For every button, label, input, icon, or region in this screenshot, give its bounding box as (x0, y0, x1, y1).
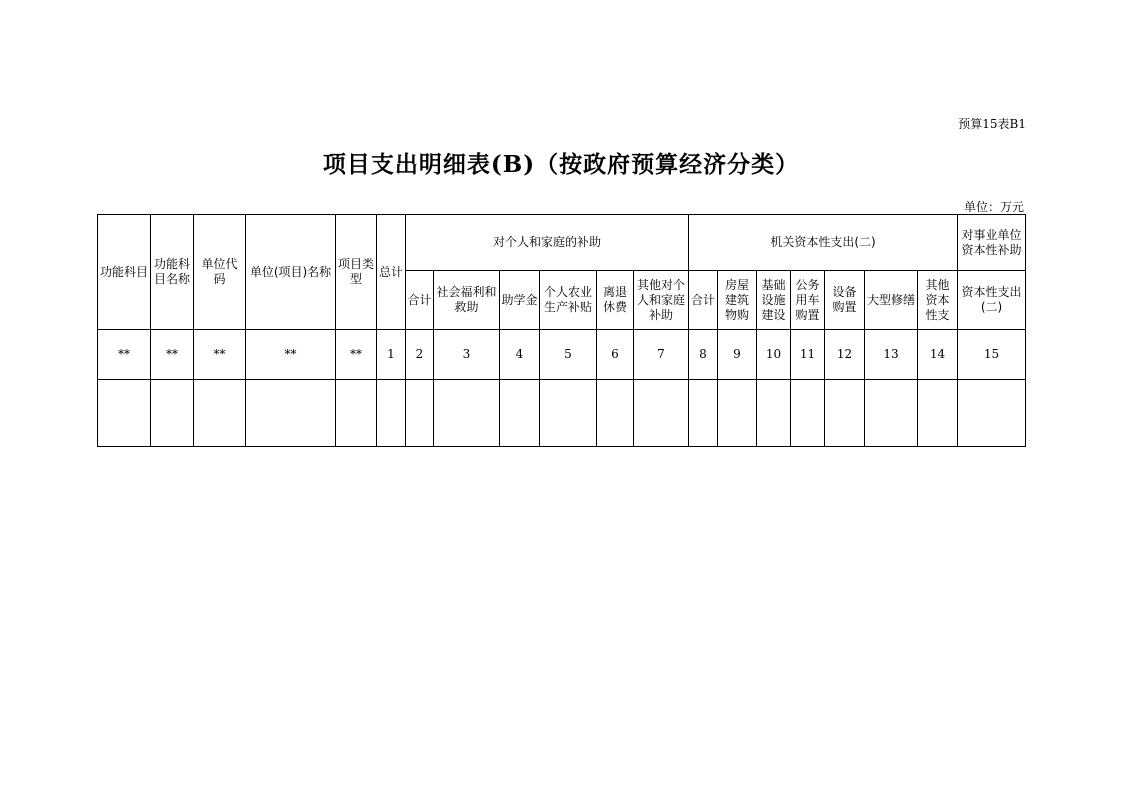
header-c-other: 其他 资本 性支 (918, 271, 958, 330)
index-cell: 7 (634, 330, 689, 380)
data-cell (791, 380, 825, 447)
index-cell: 1 (377, 330, 406, 380)
data-cell (689, 380, 718, 447)
index-cell: 8 (689, 330, 718, 380)
index-cell: ** (151, 330, 194, 380)
expenditure-table (97, 214, 1026, 447)
index-cell: 6 (597, 330, 634, 380)
data-cell (718, 380, 757, 447)
header-group-public: 对事业单位 资本性补助 (958, 215, 1026, 271)
data-cell (500, 380, 540, 447)
data-cell (540, 380, 597, 447)
header-p-subtotal: 合计 (406, 271, 434, 330)
header-c-infra: 基础 设施 建设 (757, 271, 791, 330)
header-p-welfare: 社会福利和 救助 (434, 271, 500, 330)
data-cell (757, 380, 791, 447)
header-p-other: 其他对个 人和家庭 补助 (634, 271, 689, 330)
data-cell (958, 380, 1026, 447)
header-c-equipment: 设备 购置 (825, 271, 865, 330)
data-cell (597, 380, 634, 447)
header-p-scholarship: 助学金 (500, 271, 540, 330)
header-p-retire: 离退 休费 (597, 271, 634, 330)
header-group-capital: 机关资本性支出(二) (689, 215, 958, 271)
index-cell: ** (194, 330, 246, 380)
index-cell: 15 (958, 330, 1026, 380)
empty-data-row (98, 380, 1026, 447)
index-cell: ** (336, 330, 377, 380)
unit-label: 单位：万元 (963, 200, 1024, 214)
data-cell (246, 380, 336, 447)
header-func-subject-name: 功能科 目名称 (151, 215, 194, 330)
header-s-capital: 资本性支出 (二) (958, 271, 1026, 330)
data-cell (377, 380, 406, 447)
data-cell (434, 380, 500, 447)
index-cell: 9 (718, 330, 757, 380)
index-cell: ** (98, 330, 151, 380)
data-cell (336, 380, 377, 447)
form-code: 预算15表B1 (958, 117, 1026, 131)
header-unit-project-name: 单位(项目)名称 (246, 215, 336, 330)
index-cell: 5 (540, 330, 597, 380)
index-row (98, 330, 1026, 380)
data-cell (98, 380, 151, 447)
data-cell (865, 380, 918, 447)
header-c-vehicle: 公务 用车 购置 (791, 271, 825, 330)
index-cell: 3 (434, 330, 500, 380)
page-title: 项目支出明细表(B)（按政府预算经济分类） (322, 151, 800, 178)
index-cell: ** (246, 330, 336, 380)
index-cell: 11 (791, 330, 825, 380)
index-cell: 13 (865, 330, 918, 380)
header-unit-code: 单位代 码 (194, 215, 246, 330)
header-project-type: 项目类 型 (336, 215, 377, 330)
index-cell: 10 (757, 330, 791, 380)
header-c-subtotal: 合计 (689, 271, 718, 330)
index-cell: 2 (406, 330, 434, 380)
index-cell: 14 (918, 330, 958, 380)
data-cell (194, 380, 246, 447)
header-func-subject: 功能科目 (98, 215, 151, 330)
data-cell (825, 380, 865, 447)
index-cell: 4 (500, 330, 540, 380)
data-cell (918, 380, 958, 447)
header-p-agri: 个人农业 生产补贴 (540, 271, 597, 330)
data-cell (406, 380, 434, 447)
index-cell: 12 (825, 330, 865, 380)
data-cell (151, 380, 194, 447)
data-cell (634, 380, 689, 447)
header-total: 总计 (377, 215, 406, 330)
header-c-repair: 大型修缮 (865, 271, 918, 330)
header-c-building: 房屋 建筑 物购 (718, 271, 757, 330)
header-group-personal: 对个人和家庭的补助 (406, 215, 689, 271)
